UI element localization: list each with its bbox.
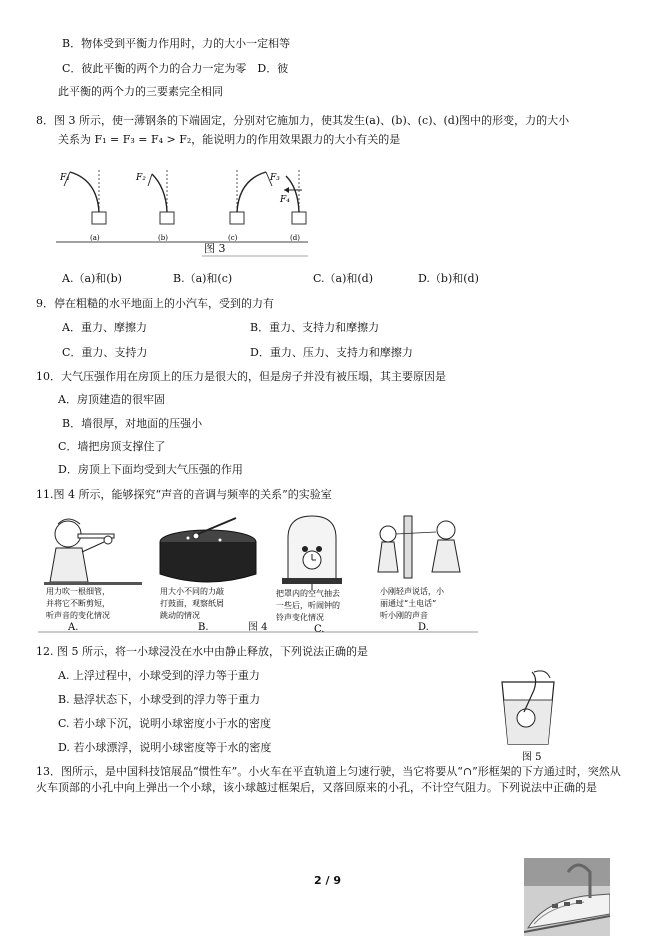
q8-option-a: A.（a)和(b): [62, 272, 122, 285]
q10-stem: 10．大气压强作用在房顶上的压力是很大的，但是房子并没有被压塌，其主要原因是: [36, 370, 446, 383]
figure-3-panel-d: [279, 170, 306, 242]
panel-b-letter: B.: [198, 622, 209, 633]
figure-4-panel-d: [378, 516, 460, 633]
force-label-f3: F₃: [270, 173, 280, 183]
q12-option-b: B. 悬浮状态下，小球受到的浮力等于重力: [58, 693, 261, 706]
panel-d-text-2: 丽通过“土电话”: [380, 599, 437, 608]
q7-option-d-text: 此平衡的两个力的三要素完全相同: [58, 85, 223, 98]
panel-c-text-2: 一些后，听闹钟的: [276, 601, 340, 610]
q10-option-b: B．墙很厚，对地面的压强小: [62, 417, 203, 430]
force-label-f1: F₁: [60, 173, 70, 183]
q10-option-c: C．墙把房顶支撑住了: [58, 440, 166, 453]
figure-3-caption: 图 3: [204, 242, 226, 255]
panel-label-a: (a): [90, 234, 100, 242]
q10-option-a: A．房顶建造的很牢固: [58, 393, 165, 406]
q9-option-b: B．重力、支持力和摩擦力: [250, 321, 380, 334]
q9-stem: 9．停在粗糙的水平地面上的小汽车，受到的力有: [36, 297, 274, 310]
q8-stem-line2: 关系为 F₁ = F₃ = F₄ > F₂，能说明力的作用效果跟力的大小有关的是: [58, 133, 401, 146]
q7-option-c: C．彼此平衡的两个力的合力一定为零 D．彼: [62, 62, 289, 75]
q12-stem: 12. 图 5 所示，将一小球浸没在水中由静止释放，下列说法正确的是: [36, 645, 368, 658]
q9-option-a: A．重力、摩擦力: [62, 321, 147, 334]
panel-a-text-1: 用力吹一根细管，: [46, 587, 110, 596]
force-label-f2: F₂: [136, 173, 146, 183]
figure-4-panel-c: [276, 516, 342, 634]
figure-4-panel-b: [160, 518, 256, 633]
panel-a-text-3: 听声音的变化情况: [46, 611, 110, 620]
figure-5-caption: 图 5: [522, 752, 542, 763]
inertia-train-photo: [524, 858, 610, 936]
figure-3-panel-a: [59, 170, 106, 242]
panel-a-letter: A.: [68, 622, 79, 633]
panel-b-text-1: 用大小不同的力敲: [160, 587, 224, 596]
panel-c-letter: C.: [314, 624, 325, 634]
q8-stem-line1: 8．图 3 所示，使一薄钢条的下端固定，分别对它施加力，使其发生(a)、(b)、(c)、(d)图中的形变，力的大小: [36, 114, 570, 127]
panel-a-text-2: 并将它不断剪短，: [46, 599, 110, 608]
q12-option-a: A. 上浮过程中，小球受到的浮力等于重力: [58, 669, 260, 682]
figure-4-sound-experiments: [38, 512, 478, 634]
panel-d-text-1: 小刚轻声说话，小: [380, 587, 444, 596]
q8-option-c: C.（a)和(d): [313, 272, 373, 285]
q12-option-d: D. 若小球漂浮，说明小球密度等于水的密度: [58, 741, 272, 754]
q9-option-c: C．重力、支持力: [62, 346, 148, 359]
q11-stem: 11.图 4 所示，能够探究“声音的音调与频率的关系”的实验室: [36, 488, 332, 501]
panel-d-letter: D.: [418, 622, 429, 633]
figure-4-caption: 图 4: [248, 622, 268, 633]
page-number: 2 / 9: [314, 874, 341, 887]
q13-stem: 13．图所示，是中国科技馆展品“惯性车”。小火车在平直轨道上匀速行驶，当它将要从“∩”形框架的下方通过时，突然从火车顶部的小孔中向上弹出一个小球，该小球越过框架后，又落回原来的小孔，不计空气阻力。下列说法中正确的是: [36, 765, 621, 794]
panel-c-text-1: 把罩内的空气抽去: [276, 589, 340, 598]
q7-option-b: B．物体受到平衡力作用时，力的大小一定相等: [62, 37, 291, 50]
q12-option-c: C. 若小球下沉，说明小球密度小于水的密度: [58, 717, 272, 730]
q10-option-d: D．房顶上下面均受到大气压强的作用: [58, 463, 243, 476]
panel-label-d: (d): [290, 234, 300, 242]
q9-option-d: D．重力、压力、支持力和摩擦力: [250, 346, 413, 359]
panel-d-text-3: 听小刚的声音: [380, 611, 428, 620]
panel-label-c: (c): [228, 234, 238, 242]
panel-b-text-2: 打鼓面，观察纸屑: [160, 599, 224, 608]
force-label-f4: F₄: [280, 195, 290, 205]
q8-option-b: B.（a)和(c): [173, 272, 233, 285]
figure-3-panel-b: [135, 170, 174, 242]
q8-option-d: D.（b)和(d): [418, 272, 479, 285]
figure-3-steel-strips: [52, 160, 312, 260]
panel-b-text-3: 跳动的情况: [160, 611, 200, 620]
figure-3-panel-c: [228, 170, 280, 242]
figure-5-ball-in-water: [494, 668, 564, 764]
figure-4-panel-a: [44, 519, 142, 633]
panel-label-b: (b): [158, 234, 168, 242]
panel-c-text-3: 铃声变化情况: [276, 613, 324, 622]
